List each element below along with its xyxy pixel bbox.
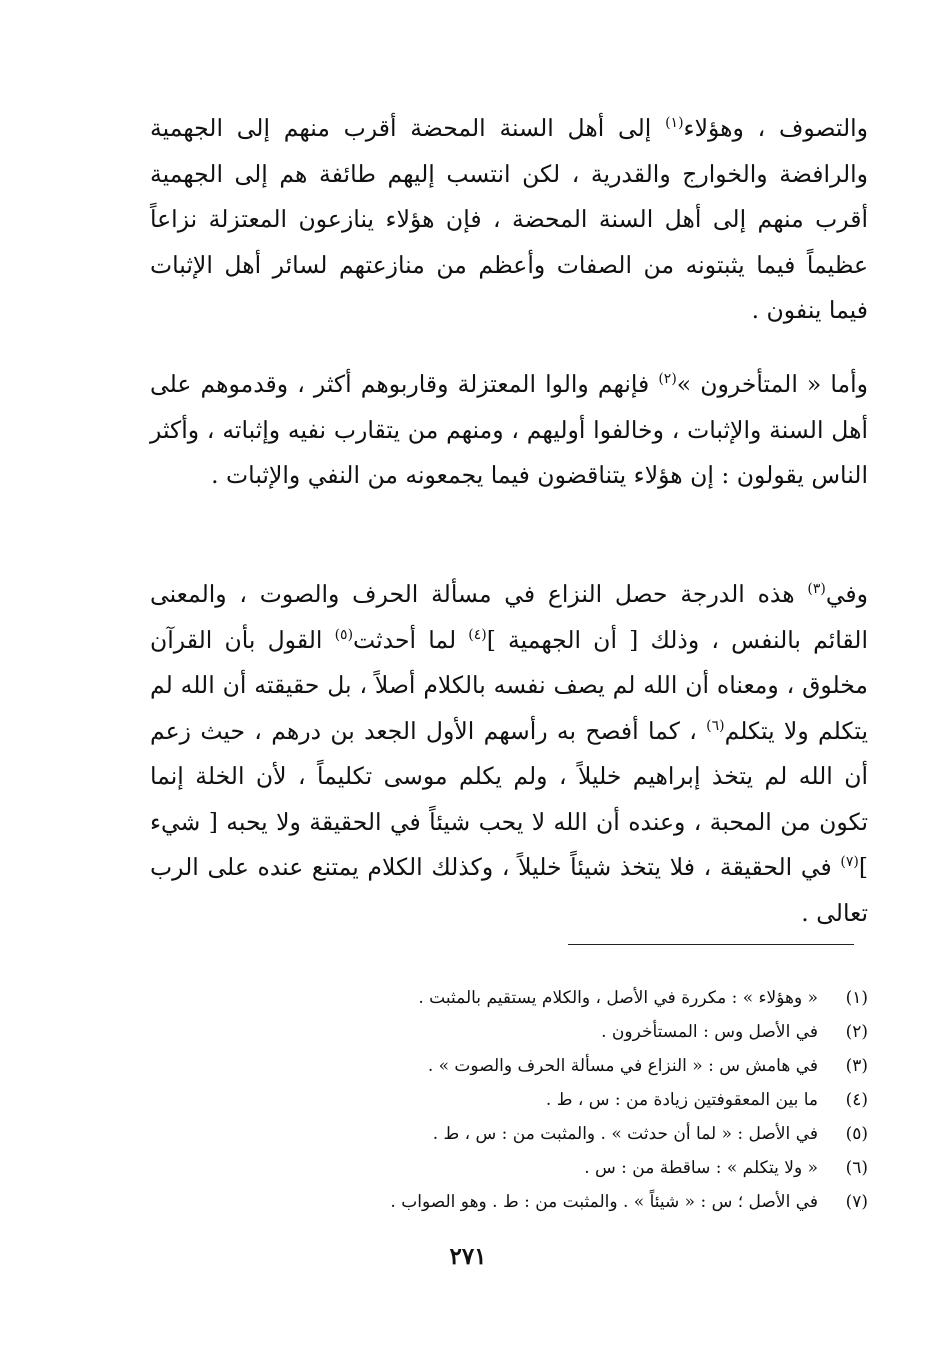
footnote-ref[interactable]: (٥) — [334, 626, 354, 643]
paragraph-2 — [150, 362, 868, 499]
paragraph-3 — [150, 572, 868, 936]
footnote-text: « ولا يتكلم » : ساقطة من : س . — [584, 1158, 818, 1178]
footnote-separator — [568, 944, 854, 945]
footnote-number: (٢) — [845, 1022, 868, 1042]
footnote-item — [150, 981, 868, 1015]
footnote-number: (٥) — [845, 1124, 868, 1144]
paragraph-text: ، كما أفصح به رأسهم الأول الجعد بن درهم ، حيث زعم أن الله لم يتخذ إبراهيم خليلاً ، ولم يكلم موسى تكليماً ، لأن الخلة إنما تكون من المحبة ، وعنده أن الله لا يحب شيئاً في الحقيقة ولا يحبه [ شيء ] — [150, 716, 868, 881]
paragraph-text: إلى أهل السنة المحضة أقرب منهم إلى الجهمية والرافضة والخوارج والقدرية ، لكن انتسب إليهم طائفة هم إلى الجهمية أقرب منهم إلى أهل السنة المحضة ، فإن هؤلاء ينازعون المعتزلة نزاعاً عظيماً فيما يثبتونه من الصفات وأعظم من منازعتهم لسائر أهل الإثبات فيما ينفون . — [150, 114, 868, 324]
page-number: ٢٧١ — [449, 1243, 487, 1270]
footnote-ref[interactable]: (٧) — [840, 854, 859, 871]
footnote-text: في الأصل : « لما أن حدثت » . والمثبت من : س ، ط . — [432, 1124, 818, 1144]
footnote-ref[interactable]: (١) — [665, 115, 684, 132]
paragraph-text: وفي — [825, 580, 868, 608]
footnote-item — [150, 1185, 868, 1219]
footnote-number: (٧) — [845, 1192, 868, 1212]
footnote-number: (٦) — [845, 1158, 868, 1178]
footnote-text: ما بين المعقوفتين زيادة من : س ، ط . — [545, 1090, 818, 1110]
paragraph-text: القول بأن القرآن مخلوق ، ومعناه أن الله لم يصف نفسه بالكلام أصلاً ، بل حقيقته أن الله لم يتكلم ولا يتكلم — [150, 625, 868, 745]
footnote-item — [150, 1049, 868, 1083]
footnote-ref[interactable]: (٢) — [658, 371, 677, 388]
paragraph-text: فإنهم والوا المعتزلة وقاربوهم أكثر ، وقدموهم على أهل السنة والإثبات ، وخالفوا أوليهم ، ومنهم من يتقارب نفيه وإثباته ، وأكثر الناس يقولون : إن هؤلاء يتناقضون فيما يجمعونه من النفي والإثبات . — [150, 370, 868, 489]
footnote-item — [150, 1015, 868, 1049]
footnote-text: « وهؤلاء » : مكررة في الأصل ، والكلام يستقيم بالمثبت . — [418, 988, 818, 1008]
paragraph-text: في الحقيقة ، فلا يتخذ شيئاً خليلاً ، وكذلك الكلام يمتنع عنده على الرب تعالى . — [150, 853, 868, 927]
footnote-number: (٣) — [845, 1056, 868, 1076]
footnote-number: (٤) — [845, 1090, 868, 1110]
paragraph-text: وأما « المتأخرون » — [676, 370, 869, 398]
footnote-item — [150, 1151, 868, 1185]
paragraph-text: لما أحدثت — [353, 625, 469, 654]
footnote-text: في هامش س : « النزاع في مسألة الحرف والصوت » . — [427, 1056, 818, 1076]
footnote-number: (١) — [845, 988, 868, 1008]
footnote-text: في الأصل وس : المستأخرون . — [601, 1022, 818, 1042]
footnotes-list — [150, 981, 868, 1219]
footnote-ref[interactable]: (٣) — [807, 581, 826, 598]
footnote-text: في الأصل ؛ س : « شيئاً » . والمثبت من : ط . وهو الصواب . — [390, 1192, 818, 1212]
paragraph-text: والتصوف ، وهؤلاء — [683, 114, 868, 142]
footnote-item — [150, 1117, 868, 1151]
footnote-item — [150, 1083, 868, 1117]
paragraph-1 — [150, 106, 868, 334]
footnote-ref[interactable]: (٤) — [468, 626, 487, 643]
paragraph-text: هذه الدرجة حصل النزاع في مسألة الحرف والصوت ، والمعنى القائم بالنفس ، وذلك [ أن الجهمية ] — [150, 580, 868, 654]
footnote-ref[interactable]: (٦) — [706, 717, 725, 734]
